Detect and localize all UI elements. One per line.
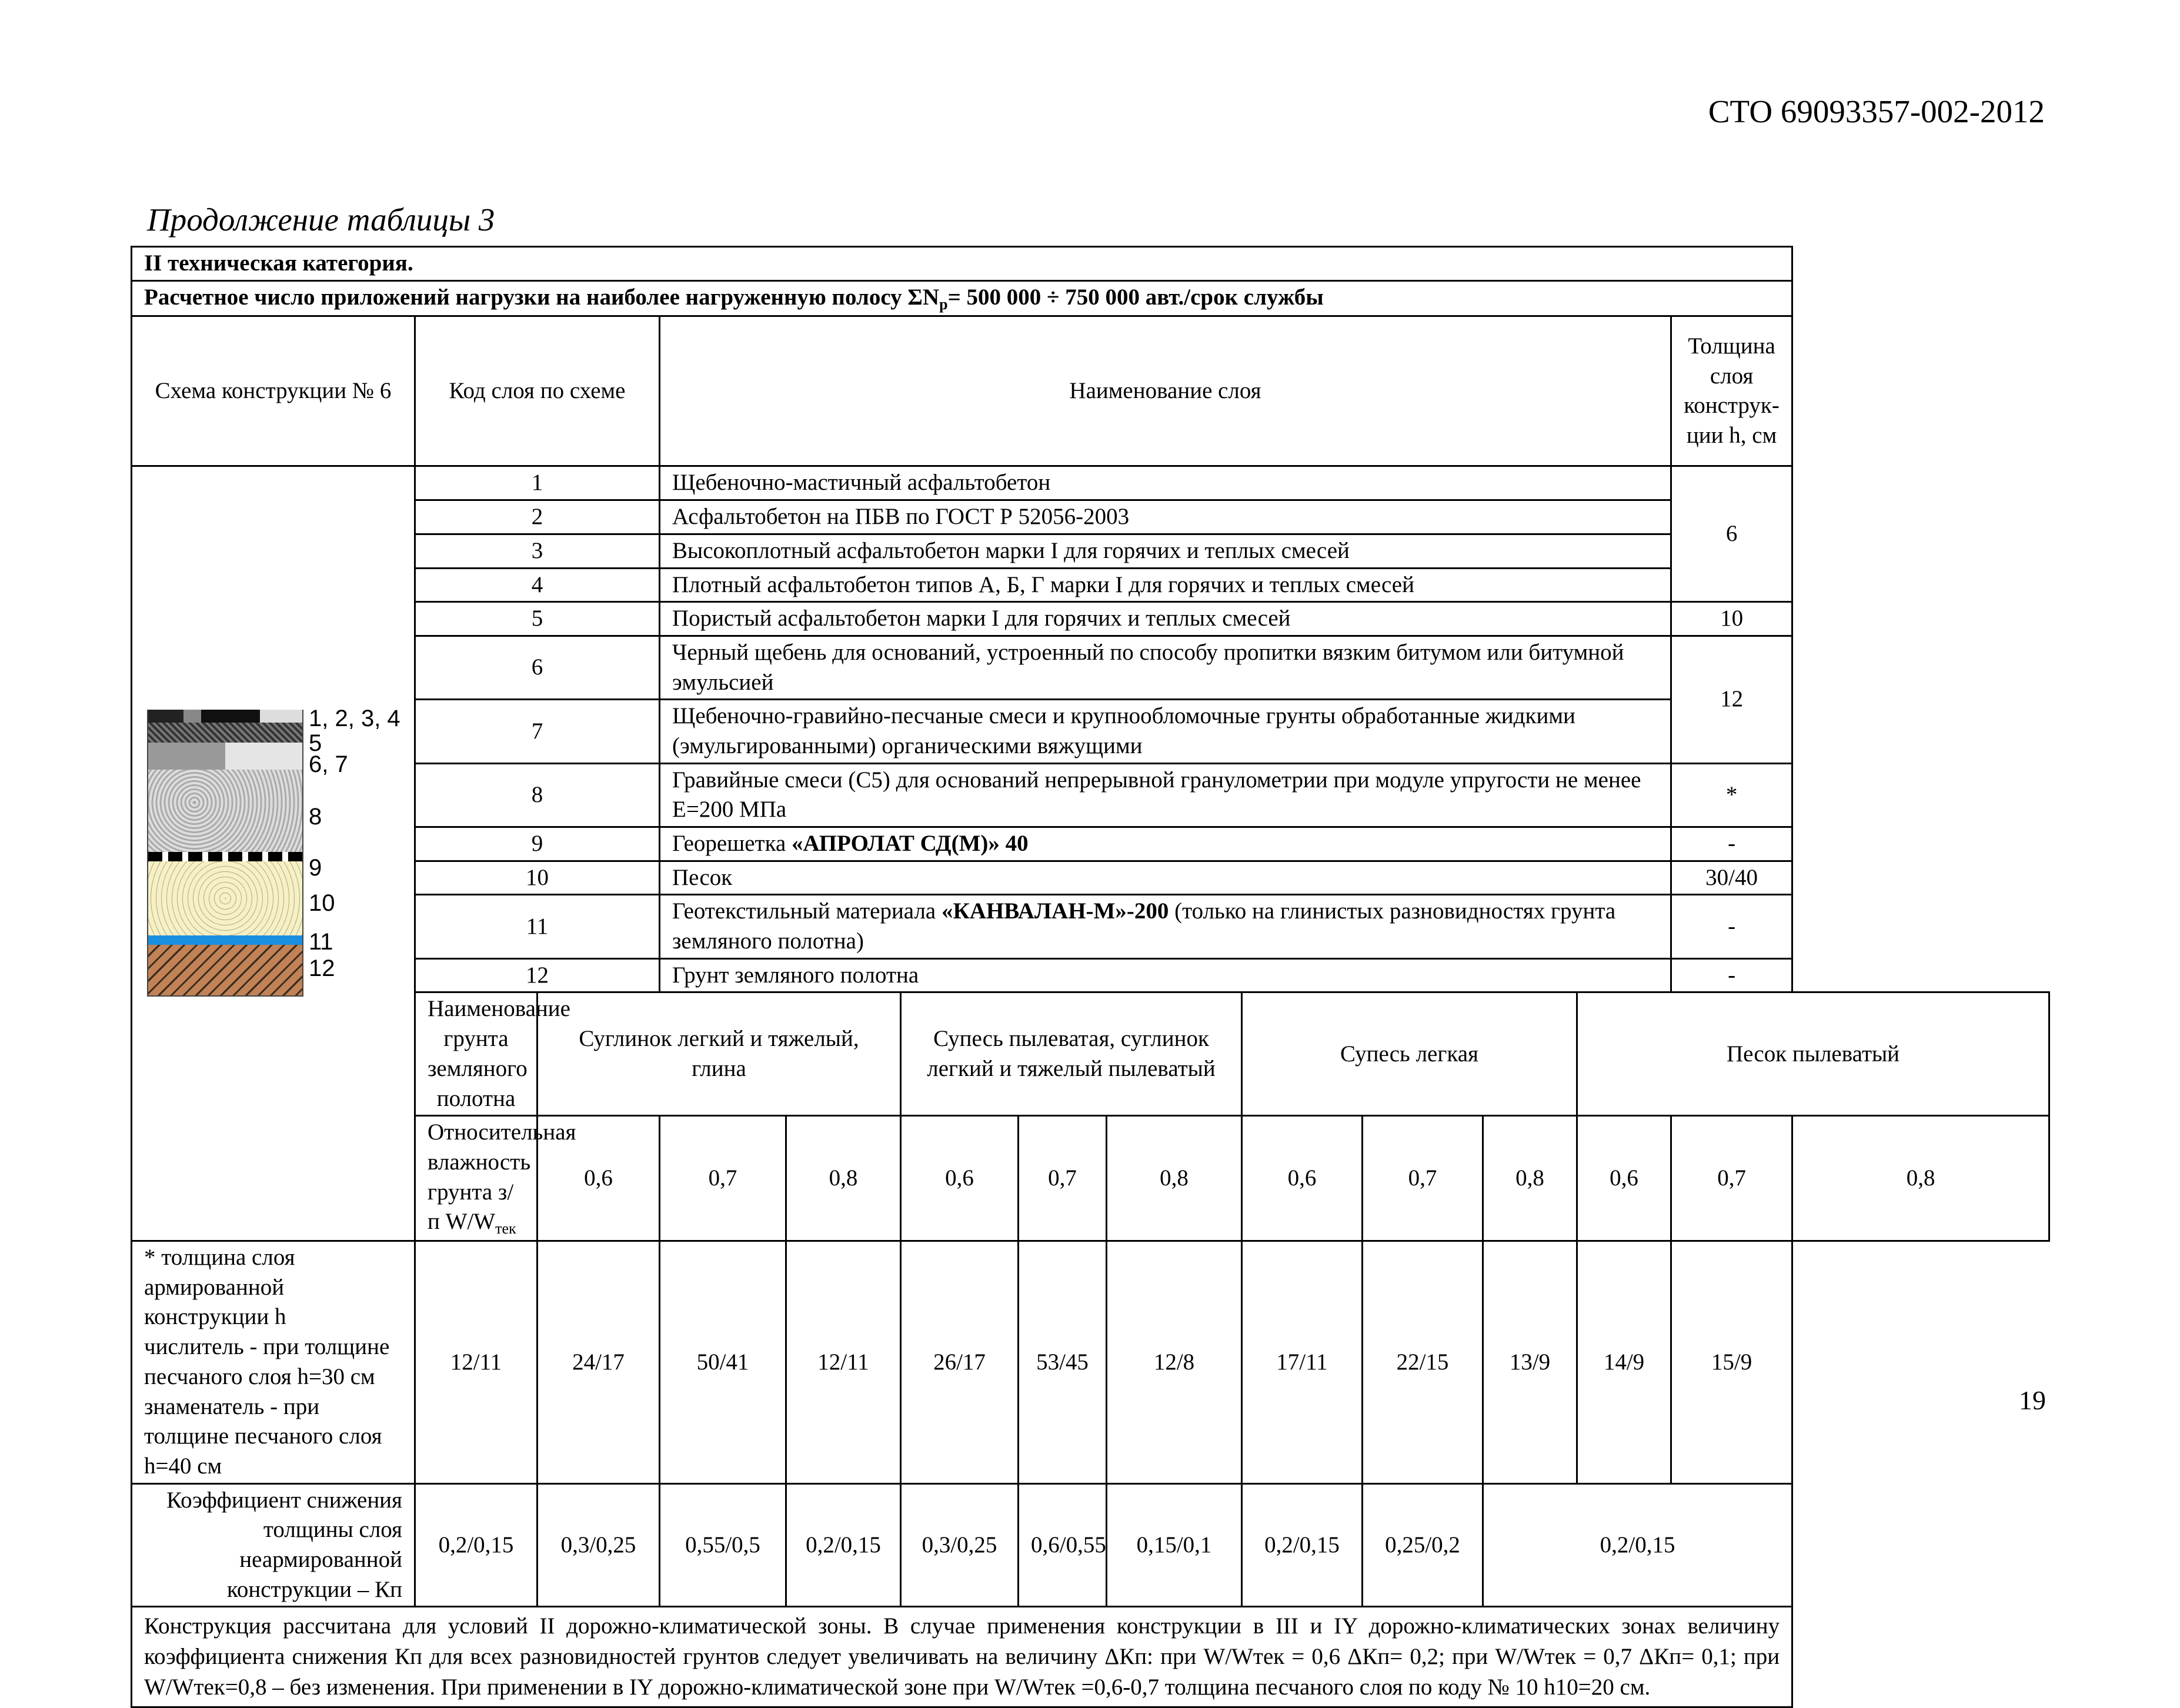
soil-group: Песок пылеватый [1577, 992, 2049, 1116]
layer-1-4-graphic [147, 710, 303, 723]
layer-code: 4 [415, 568, 660, 602]
coefficient-value: 0,15/0,1 [1107, 1483, 1242, 1607]
layer-code: 9 [415, 827, 660, 861]
humidity-label: Относительная влажность грунта з/п $W/W_{тек}$ [415, 1116, 538, 1241]
humidity-value: 0,6 [901, 1116, 1019, 1241]
thickness-value: * [1671, 763, 1792, 827]
soil-group: Суглинок легкий и тяжелый, глина [538, 992, 901, 1116]
coefficient-value: 0,3/0,25 [901, 1483, 1019, 1607]
layer-name: Геотекстильный материала «КАНВАЛАН-М»-200 (только на глинистых разновидностях грунта земляного полотна) [660, 895, 1671, 958]
layer-6-7-graphic [147, 743, 303, 770]
thickness-value: 10 [1671, 602, 1792, 636]
load-subscript: р [939, 295, 948, 313]
load-row [132, 280, 1792, 316]
coefficient-value: 0,2/0,15 [786, 1483, 901, 1607]
document-code: СТО 69093357-002-2012 [1708, 93, 2045, 129]
humidity-value: 0,6 [538, 1116, 660, 1241]
layer-code: 6 [415, 636, 660, 699]
layer-10-graphic [147, 861, 303, 935]
reinforced-value: 12/11 [786, 1241, 901, 1484]
humidity-value: 0,8 [1483, 1116, 1577, 1241]
page-number: 19 [2019, 1385, 2046, 1415]
schema-label: 5 [309, 730, 322, 756]
layer-8-graphic [147, 770, 303, 852]
coefficient-merged-value: 0,2/0,15 [1483, 1483, 1792, 1607]
humidity-value: 0,8 [1107, 1116, 1242, 1241]
header-thickness: Толщина слоя конструк-ции h, см [1671, 316, 1792, 466]
thickness-value: 6 [1671, 466, 1792, 602]
load-suffix: = 500 000 ÷ 750 000 авт./срок службы [947, 284, 1324, 310]
layer-name: Гравийные смеси (С5) для оснований непрерывной гранулометрии при модуле упругости не менее Е=200 МПа [660, 763, 1671, 827]
load-prefix: Расчетное число приложений нагрузки на наиболее нагруженную полосу ΣN [144, 284, 940, 310]
layer-name: Песок [660, 861, 1671, 895]
layer-code: 5 [415, 602, 660, 636]
coefficient-value: 0,25/0,2 [1363, 1483, 1483, 1607]
layer-code: 2 [415, 500, 660, 534]
schema-label: 11 [309, 928, 333, 955]
thickness-value: - [1671, 958, 1792, 992]
soil-header-label: Наименование грунта земляного полотна [415, 992, 538, 1116]
coefficient-value: 0,3/0,25 [538, 1483, 660, 1607]
humidity-value: 0,8 [1792, 1116, 2049, 1241]
humidity-value: 0,8 [786, 1116, 901, 1241]
coefficient-label: Коэффициент снижения толщины слоя неармированной конструкции – Кп [132, 1483, 415, 1607]
schema-label: 12 [309, 955, 335, 981]
layer-name: Георешетка «АПРОЛАТ СД(М)» 40 [660, 827, 1671, 861]
layer-12-graphic [147, 945, 303, 997]
layer-name: Плотный асфальтобетон типов А, Б, Г марки I для горячих и теплых смесей [660, 568, 1671, 602]
construction-schema [132, 466, 415, 1241]
reinforced-value: 12/8 [1107, 1241, 1242, 1484]
layer-code: 1 [415, 466, 660, 500]
reinforced-value: 12/11 [415, 1241, 538, 1484]
coefficient-value: 0,2/0,15 [1242, 1483, 1363, 1607]
layer-name: Высокоплотный асфальтобетон марки I для горячих и теплых смесей [660, 534, 1671, 568]
reinforced-value: 17/11 [1242, 1241, 1363, 1484]
header-schema: Схема конструкции № 6 [132, 316, 415, 466]
reinforced-value: 15/9 [1671, 1241, 1792, 1484]
layer-name: Щебеночно-гравийно-песчаные смеси и крупнообломочные грунты обработанные жидкими (эмульгированными) органическими вяжущими [660, 700, 1671, 763]
layer-name: Грунт земляного полотна [660, 958, 1671, 992]
humidity-value: 0,7 [1671, 1116, 1792, 1241]
schema-label: 8 [309, 803, 322, 830]
schema-label: 1, 2, 3, 4 [309, 705, 400, 731]
note-text: Конструкция рассчитана для условий II дорожно-климатической зоны. В случае применения конструкции в III и IY дорожно-климатических зонах величину коэффициента снижения Кп для всех разновидностей грунтов следует увеличивать на величину ΔКп: при W/Wтек = 0,6 ΔКп= 0,2; при W/Wтек = 0,7 ΔКп= 0,1; при W/Wтек=0,8 – без изменения. При применении в IY дорожно-климатической зоне при W/Wтек =0,6-0,7 толщина песчаного слоя по коду № 10 h10=20 см. [132, 1607, 1792, 1707]
humidity-value: 0,7 [1363, 1116, 1483, 1241]
thickness-value: - [1671, 827, 1792, 861]
reinforced-value: 24/17 [538, 1241, 660, 1484]
layer-code: 12 [415, 958, 660, 992]
header-layer-name: Наименование слоя [660, 316, 1671, 466]
coefficient-value: 0,2/0,15 [415, 1483, 538, 1607]
reinforced-value: 13/9 [1483, 1241, 1577, 1484]
coefficient-value: 0,55/0,5 [660, 1483, 786, 1607]
soil-group: Супесь легкая [1242, 992, 1577, 1116]
category-text: II техническая категория. [144, 250, 413, 276]
reinforced-value: 22/15 [1363, 1241, 1483, 1484]
layer-name: Асфальтобетон на ПБВ по ГОСТ Р 52056-2003 [660, 500, 1671, 534]
thickness-value: - [1671, 895, 1792, 958]
layer-9-graphic [147, 852, 303, 861]
layer-code: 3 [415, 534, 660, 568]
schema-label: 9 [309, 854, 322, 881]
reinforced-label: * толщина слоя армированной конструкции h числитель - при толщине песчаного слоя h=30 см знаменатель - при толщине песчаного слоя h=40 см [132, 1241, 415, 1484]
reinforced-value: 26/17 [901, 1241, 1019, 1484]
table-caption: Продолжение таблицы 3 [147, 202, 495, 238]
coefficient-value: 0,6/0,55 [1019, 1483, 1107, 1607]
layer-name: Черный щебень для оснований, устроенный по способу пропитки вязким битумом или битумной эмульсией [660, 636, 1671, 699]
layer-code: 7 [415, 700, 660, 763]
schema-label: 10 [309, 890, 335, 916]
layer-name: Пористый асфальтобетон марки I для горячих и теплых смесей [660, 602, 1671, 636]
reinforced-value: 14/9 [1577, 1241, 1671, 1484]
reinforced-value: 50/41 [660, 1241, 786, 1484]
layer-code: 8 [415, 763, 660, 827]
category-row [132, 247, 1792, 281]
header-layer-code: Код слоя по схеме [415, 316, 660, 466]
construction-table [131, 246, 2050, 1708]
reinforced-value: 53/45 [1019, 1241, 1107, 1484]
humidity-value: 0,6 [1242, 1116, 1363, 1241]
layer-name: Щебеночно-мастичный асфальтобетон [660, 466, 1671, 500]
soil-group: Супесь пылеватая, суглинок легкий и тяжелый пылеватый [901, 992, 1242, 1116]
humidity-value: 0,7 [1019, 1116, 1107, 1241]
humidity-value: 0,7 [660, 1116, 786, 1241]
thickness-value: 30/40 [1671, 861, 1792, 895]
layer-code: 11 [415, 895, 660, 958]
layer-5-graphic [147, 723, 303, 743]
thickness-value: 12 [1671, 636, 1792, 763]
schema-label: 6, 7 [309, 751, 348, 777]
humidity-value: 0,6 [1577, 1116, 1671, 1241]
layer-code: 10 [415, 861, 660, 895]
layer-11-graphic [147, 935, 303, 945]
